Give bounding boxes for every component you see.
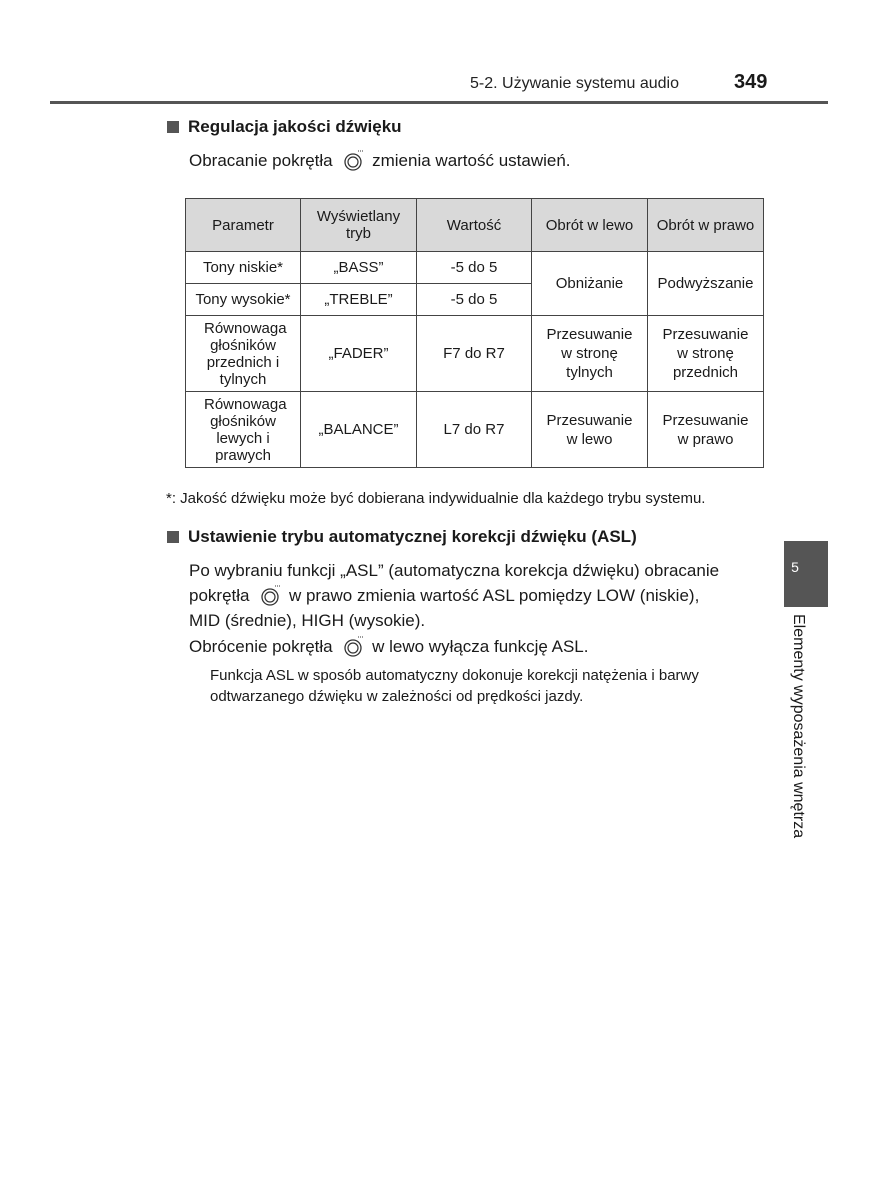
- table-cell-left: Przesuwanie w lewo: [532, 392, 648, 468]
- column-header: Obrót w lewo: [532, 199, 648, 252]
- column-header: Parametr: [186, 199, 301, 252]
- intro-paragraph: [189, 148, 774, 173]
- table-header-row: [186, 199, 764, 252]
- column-header: Wyświetlany tryb: [301, 199, 417, 252]
- table-cell-mode: „BALANCE”: [301, 392, 417, 468]
- asl-line-1: Po wybraniu funkcji „ASL” (automatyczna korekcja dźwięku) obracanie: [189, 561, 720, 580]
- table-cell-mode: „FADER”: [301, 316, 417, 392]
- knob-icon: [343, 150, 363, 170]
- asl-off-before: Obrócenie pokrętła: [189, 637, 333, 656]
- asl-off-after: w lewo wyłącza funkcję ASL.: [372, 637, 589, 656]
- chapter-tab: [784, 541, 828, 607]
- section-heading-text: Ustawienie trybu automatycznej korekcji dźwięku (ASL): [188, 527, 637, 546]
- asl-paragraph: [189, 558, 774, 633]
- section-heading-sound-quality: [167, 116, 402, 138]
- intro-text-after: zmienia wartość ustawień.: [372, 151, 571, 170]
- chapter-label: [788, 614, 810, 864]
- asl-off-paragraph: [189, 634, 774, 659]
- knob-icon: [260, 585, 280, 605]
- table-row: [186, 252, 764, 284]
- table-cell-param: Tony wysokie*: [186, 284, 301, 316]
- table-row: [186, 316, 764, 392]
- asl-note: Funkcja ASL w sposób automatyczny dokonuje korekcji natężenia i barwy odtwarzanego dźwięku w zależności od prędkości jazdy.: [210, 667, 699, 705]
- table-cell-mode: „TREBLE”: [301, 284, 417, 316]
- page-header-title: 5-2. Używanie systemu audio: [470, 75, 679, 92]
- table-cell-param: Tony niskie*: [186, 252, 301, 284]
- table-cell-right: Przesuwanie w stronę przednich: [648, 316, 764, 392]
- table-cell-mode: „BASS”: [301, 252, 417, 284]
- asl-line-2-before: pokrętła: [189, 586, 250, 605]
- table-footnote: *: Jakość dźwięku może być dobierana indywidualnie dla każdego trybu systemu.: [166, 490, 706, 507]
- intro-text-before: Obracanie pokrętła: [189, 151, 333, 170]
- column-header: Wartość: [417, 199, 532, 252]
- table-cell-value: -5 do 5: [417, 284, 532, 316]
- asl-line-3: MID (średnie), HIGH (wysokie).: [189, 611, 426, 630]
- chapter-title: Elementy wyposażenia wnętrza: [790, 614, 807, 839]
- bullet-square-icon: [167, 531, 179, 543]
- header-rule: [50, 101, 828, 104]
- table-cell-param: Równowaga głośników przednich i tylnych: [186, 316, 301, 392]
- table-row: [186, 392, 764, 468]
- bullet-square-icon: [167, 121, 179, 133]
- table-cell-value: -5 do 5: [417, 252, 532, 284]
- table-cell-param: Równowaga głośników lewych i prawych: [186, 392, 301, 468]
- knob-icon: [343, 636, 363, 656]
- table-cell-left: Przesuwanie w stronę tylnych: [532, 316, 648, 392]
- table-cell-right: Podwyższanie: [648, 252, 764, 316]
- page-number: 349: [734, 71, 768, 93]
- table-cell-value: L7 do R7: [417, 392, 532, 468]
- asl-line-2-after: w prawo zmienia wartość ASL pomiędzy LOW (niskie),: [288, 586, 700, 605]
- section-heading-text: Regulacja jakości dźwięku: [188, 117, 402, 136]
- column-header: Obrót w prawo: [648, 199, 764, 252]
- sound-settings-table: [185, 198, 764, 468]
- table-cell-right: Przesuwanie w prawo: [648, 392, 764, 468]
- section-heading-asl: [167, 526, 637, 548]
- table-cell-value: F7 do R7: [417, 316, 532, 392]
- chapter-number: 5: [791, 559, 799, 575]
- table-cell-left: Obniżanie: [532, 252, 648, 316]
